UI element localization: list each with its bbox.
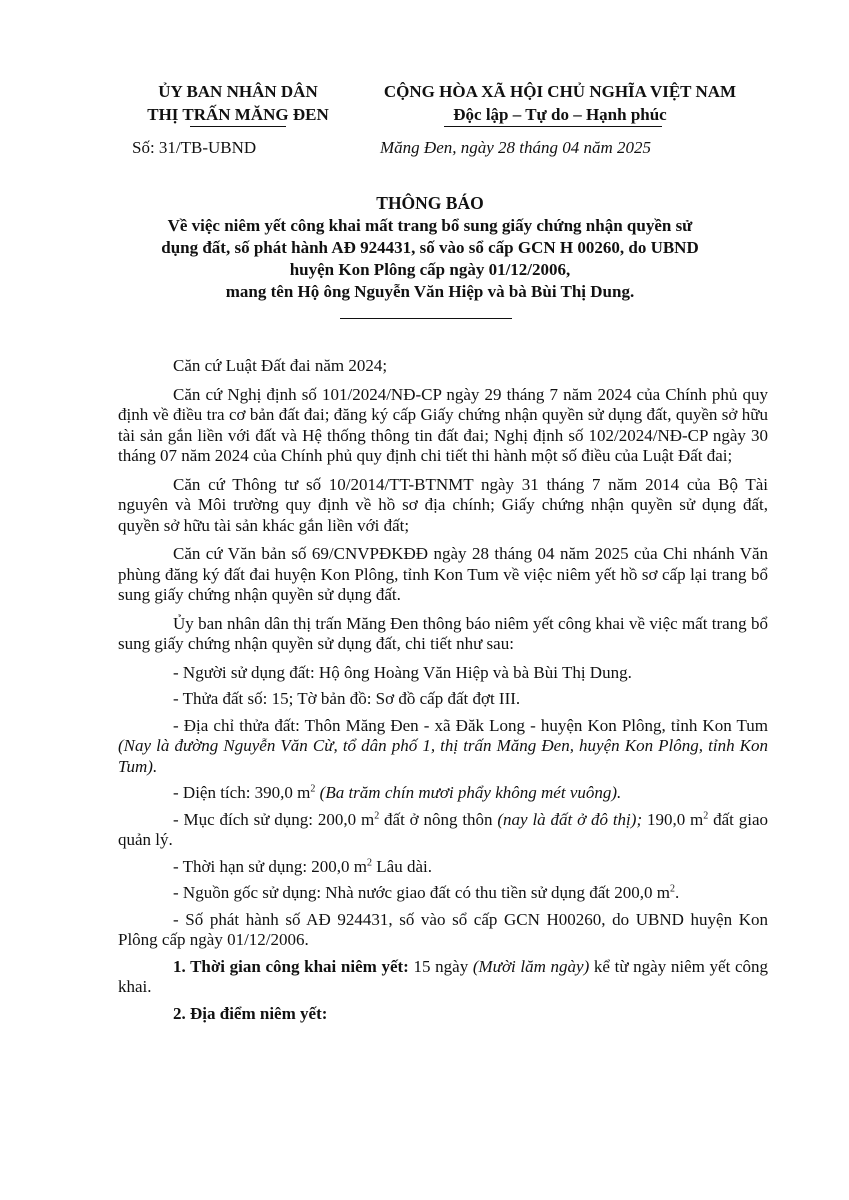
place-and-date: Măng Đen, ngày 28 tháng 04 năm 2025 xyxy=(380,138,652,157)
document-body xyxy=(118,356,768,1032)
title-line-2: dụng đất, số phát hành AĐ 924431, số vào sổ cấp GCN H 00260, do UBND xyxy=(161,238,699,257)
legal-basis-3: Căn cứ Thông tư số 10/2014/TT-BTNMT ngày 31 tháng 7 năm 2014 của Bộ Tài nguyên và Môi trường quy định về hồ sơ địa chính; Giấy chứng nhận quyền sử dụng đất, quyền sở hữu tài sản khác gắn liền với đất; xyxy=(118,474,768,535)
land-purpose-sup1: 2 xyxy=(374,809,380,821)
title-line-1: Về việc niêm yết công khai mất trang bổ sung giấy chứng nhận quyền sử xyxy=(167,216,693,235)
posting-duration-tail: kể từ ngày niêm yết công khai. xyxy=(118,956,768,996)
org-underline xyxy=(190,126,286,127)
parcel-number: - Thửa đất số: 15; Tờ bản đồ: Sơ đồ cấp đất đợt III. xyxy=(173,689,521,708)
posting-location-label: 2. Địa điểm niêm yết: xyxy=(173,1003,328,1023)
posting-location xyxy=(118,1004,768,1025)
posting-duration-words: (Mười lăm ngày) xyxy=(472,956,590,976)
title-line-4-suffix: và bà Bùi Thị Dung. xyxy=(483,282,635,301)
document-title xyxy=(110,192,750,303)
issuing-organization xyxy=(118,80,358,126)
land-area-words: (Ba trăm chín mươi phẩy không mét vuông). xyxy=(315,783,622,802)
land-purpose-b: đất ở nông thôn xyxy=(379,809,498,829)
org-name-line2: THỊ TRẤN MĂNG ĐEN xyxy=(147,105,329,124)
parcel-address xyxy=(118,716,768,778)
title-heading: THÔNG BÁO xyxy=(376,193,484,213)
country-name: CỘNG HÒA XÃ HỘI CHỦ NGHĨA VIỆT NAM xyxy=(383,82,737,101)
legal-basis-4: Căn cứ Văn bản số 69/CNVPĐKĐĐ ngày 28 tháng 04 năm 2025 của Chi nhánh Văn phùng đăng ký đất đai huyện Kon Plông, tỉnh Kon Tum về việc niêm yết hồ sơ cấp lại trang bổ sung giấy chứng nhận quyền sử dụng đất. xyxy=(118,544,768,604)
land-purpose-d: đất giao quản lý. xyxy=(118,809,769,849)
motto-underline xyxy=(444,126,662,127)
land-area-unit-sup: 2 xyxy=(310,783,316,795)
title-line-4-prefix: mang tên Hộ ông xyxy=(225,282,355,301)
title-underline xyxy=(340,318,512,319)
title-holder-name: Nguyễn Văn Hiệp xyxy=(354,282,484,301)
parcel-address-text: - Địa chỉ thửa đất: Thôn Măng Đen - xã Đăk Long - huyện Kon Plông, tỉnh Kon Tum xyxy=(173,715,768,735)
posting-duration-label: 1. Thời gian công khai niêm yết: xyxy=(173,956,409,976)
legal-basis-2: Căn cứ Nghị định số 101/2024/NĐ-CP ngày 29 tháng 7 năm 2024 của Chính phủ quy định về điều tra cơ bản đất đai; đăng ký cấp Giấy chứng nhận quyền sử dụng đất, quyền sở hữu tài sản gắn liền với đất và Hệ thống thông tin đất đai; Nghị định số 102/2024/NĐ-CP ngày 30 tháng 07 năm 2024 của Chính phủ quy định chi tiết thi hành một số điều của Luật Đất đai; xyxy=(118,384,768,465)
motto: Độc lập – Tự do – Hạnh phúc xyxy=(453,105,667,124)
title-line-4 xyxy=(110,281,750,303)
land-purpose-note: (nay là đất ở đô thị); xyxy=(497,809,643,829)
land-purpose-sup2: 2 xyxy=(703,809,709,821)
land-origin-sup: 2 xyxy=(669,883,675,895)
usage-term xyxy=(118,857,768,878)
land-user: - Người sử dụng đất: Hộ ông Hoàng Văn Hiệp và bà Bùi Thị Dung. xyxy=(173,662,632,682)
document-number: Số: 31/TB-UBND xyxy=(132,138,257,157)
national-motto xyxy=(350,80,770,126)
certificate-number: - Số phát hành số AĐ 924431, số vào sổ cấp GCN H00260, do UBND huyện Kon Plông cấp ngày 01/12/2006. xyxy=(118,909,768,949)
land-purpose xyxy=(118,810,768,851)
land-origin xyxy=(118,883,768,904)
parcel-address-note: (Nay là đường Nguyễn Văn Cừ, tổ dân phố 1, thị trấn Măng Đen, huyện Kon Plông, tỉnh Kon Tum). xyxy=(118,736,768,776)
usage-term-sup: 2 xyxy=(367,856,373,868)
land-origin-a: - Nguồn gốc sử dụng: Nhà nước giao đất có thu tiền sử dụng đất 200,0 m xyxy=(173,883,670,902)
posting-duration-value: 15 ngày xyxy=(408,956,473,976)
land-area-text: - Diện tích: 390,0 m xyxy=(173,783,311,802)
land-area xyxy=(118,783,768,804)
land-purpose-a: - Mục đích sử dụng: 200,0 m xyxy=(173,809,375,829)
legal-basis-1: Căn cứ Luật Đất đai năm 2024; xyxy=(173,356,388,375)
posting-duration xyxy=(118,957,768,998)
land-origin-b: . xyxy=(674,883,680,902)
usage-term-b: Lâu dài. xyxy=(372,856,432,876)
land-purpose-c: 190,0 m xyxy=(642,809,704,829)
usage-term-a: - Thời hạn sử dụng: 200,0 m xyxy=(173,856,368,876)
title-line-3: huyện Kon Plông cấp ngày 01/12/2006, xyxy=(289,260,571,279)
announcement-intro: Ủy ban nhân dân thị trấn Măng Đen thông báo niêm yết công khai về việc mất trang bổ sung giấy chứng nhận quyền sử dụng đất, chi tiết như sau: xyxy=(118,613,768,653)
org-name-line1: ỦY BAN NHÂN DÂN xyxy=(158,82,318,101)
